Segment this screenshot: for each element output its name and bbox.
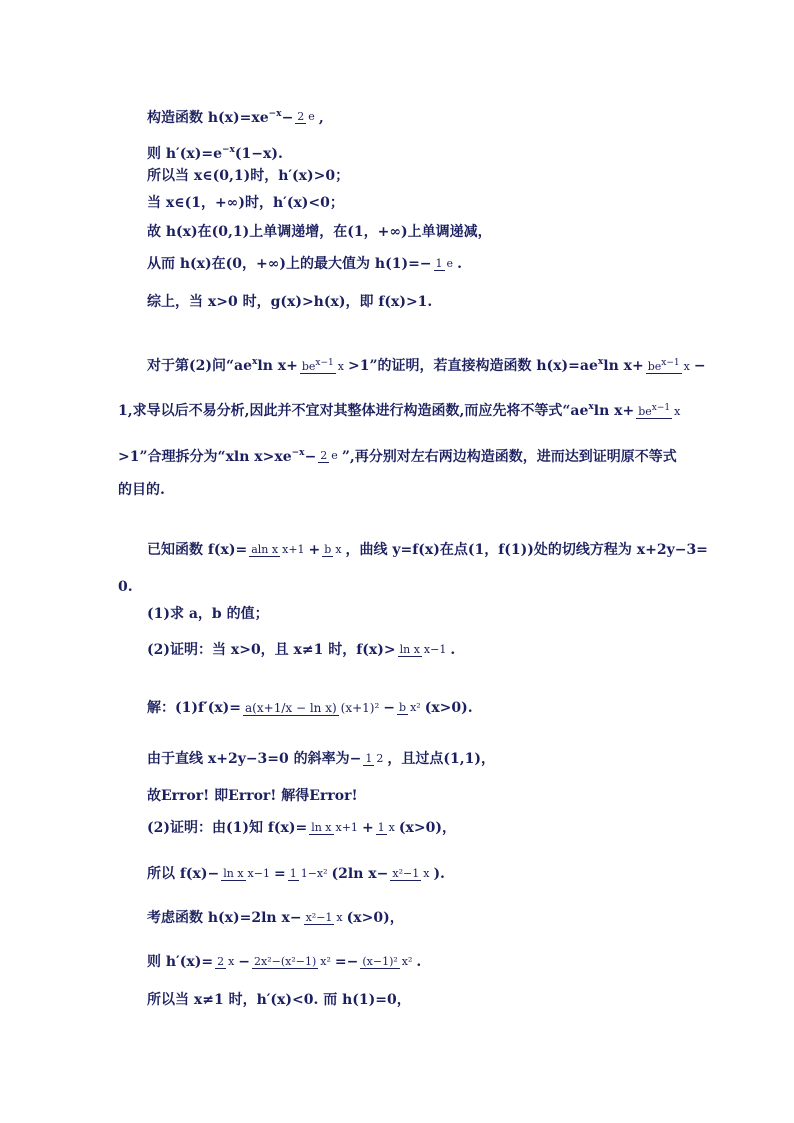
denominator: 1−x²	[300, 866, 328, 880]
text: .	[416, 954, 422, 970]
denominator: x	[337, 359, 344, 373]
superscript: −x	[291, 448, 305, 458]
derivation-line-7	[147, 292, 432, 312]
numerator: ln x	[223, 866, 244, 880]
text: >1”的证明，若直接构造函数 h(x)=ae	[347, 357, 598, 374]
text: 1,求导以后不易分析,因此并不宜对其整体进行构造函数,而应先将不等式“ae	[118, 402, 589, 419]
denominator: x	[388, 820, 395, 834]
fraction	[646, 357, 692, 374]
problem-statement-cont	[118, 577, 133, 597]
numerator: 1	[289, 866, 297, 880]
numerator: 1	[365, 751, 373, 765]
numerator: 2	[217, 954, 225, 968]
denominator: x−1	[247, 866, 270, 880]
fraction	[636, 402, 682, 419]
note-line-4	[118, 480, 165, 500]
denominator: e	[331, 449, 338, 463]
numerator	[636, 402, 672, 419]
numerator: 2	[297, 110, 305, 124]
text: be	[638, 404, 652, 418]
text: 则 h′(x)=e	[147, 145, 222, 162]
text: −	[281, 109, 294, 126]
text: 综上，当 x>0 时，g(x)>h(x)，即 f(x)>1.	[147, 294, 433, 310]
text: 由于直线 x+2y−3=0 的斜率为−	[147, 751, 362, 767]
numerator	[646, 357, 682, 374]
denominator: 2	[376, 751, 384, 765]
numerator: b	[324, 542, 332, 556]
text: 解：(1)f′(x)=	[147, 700, 242, 716]
text: ”,再分别对左右两边构造函数，进而达到证明原不等式	[341, 448, 677, 465]
solution-line-1	[147, 698, 473, 718]
numerator: (x−1)²	[362, 954, 398, 968]
numerator: ln x	[399, 642, 420, 656]
text: =−	[334, 954, 359, 970]
text: (1)求 a，b 的值；	[147, 606, 269, 622]
text: 的目的.	[118, 482, 165, 498]
problem-statement	[147, 540, 708, 560]
text: 当 x∈(1，+∞)时，h′(x)<0；	[147, 195, 344, 211]
text: 考虑函数 h(x)=2ln x−	[147, 910, 302, 926]
text: 故 h(x)在(0,1)上单调递增，在(1，+∞)上单调递减，	[147, 224, 492, 240]
text: ).	[433, 866, 445, 882]
text: +	[361, 820, 374, 836]
denominator: e	[308, 110, 315, 124]
note-line-1	[147, 352, 706, 376]
text: .	[457, 256, 462, 272]
text: (2)证明：当 x>0，且 x≠1 时，f(x)>	[147, 642, 396, 658]
denominator: x	[423, 866, 430, 880]
text: be	[301, 359, 316, 373]
derivation-line-6	[147, 254, 462, 274]
text: 对于第(2)问“ae	[147, 357, 253, 374]
fraction	[221, 868, 272, 881]
text: ，曲线 y=f(x)在点(1，f(1))处的切线方程为 x+2y−3=	[345, 542, 708, 558]
solution-line-8	[147, 990, 411, 1010]
note-line-3	[118, 443, 677, 467]
derivation-line-5	[147, 222, 492, 242]
superscript: x	[588, 402, 594, 412]
fraction	[304, 912, 345, 925]
numerator: 2x²−(x²−1)	[254, 954, 317, 968]
denominator: x+1	[282, 542, 305, 556]
solution-line-6	[147, 908, 404, 928]
text: (x>0).	[424, 700, 473, 716]
fraction	[300, 357, 346, 374]
text: (x>0)，	[346, 910, 404, 926]
text: +	[308, 542, 321, 558]
fraction	[252, 956, 333, 969]
fraction	[398, 644, 449, 657]
denominator: e	[446, 256, 454, 270]
denominator: x²	[401, 954, 413, 968]
text: 则 h′(x)=	[147, 954, 214, 970]
text: −	[304, 448, 317, 465]
fraction	[309, 822, 360, 835]
superscript: x−1	[315, 358, 334, 369]
text: 所以 f(x)−	[147, 866, 220, 882]
numerator: 1	[377, 820, 385, 834]
solution-line-4	[147, 818, 456, 838]
fraction	[288, 868, 330, 881]
numerator: b	[399, 700, 407, 714]
denominator: (x+1)²	[340, 700, 380, 715]
fraction	[318, 450, 340, 463]
subquestion-1	[147, 604, 269, 624]
fraction	[322, 544, 343, 557]
derivation-line-1	[147, 104, 324, 128]
text: −	[383, 700, 396, 716]
note-line-2	[118, 397, 684, 421]
fraction	[243, 701, 381, 716]
numerator: x²−1	[305, 910, 333, 924]
text: ln x+	[593, 402, 635, 419]
derivation-line-3	[147, 166, 349, 186]
text: (x>0)，	[398, 820, 456, 836]
text: >1”合理拆分为“xln x>xe	[118, 448, 292, 465]
text: 构造函数 h(x)=xe	[147, 109, 269, 126]
subquestion-2	[147, 640, 455, 660]
text: (2ln x−	[331, 866, 389, 882]
text: (2)证明：由(1)知 f(x)=	[147, 820, 308, 836]
text: ,	[318, 109, 324, 126]
derivation-line-2	[147, 140, 283, 164]
text: (1−x).	[234, 145, 283, 162]
text: −	[693, 357, 706, 374]
fraction	[376, 822, 397, 835]
superscript: x	[252, 357, 258, 367]
text: 0.	[118, 579, 133, 595]
superscript: x−1	[661, 358, 680, 369]
text: ，且过点(1,1)，	[387, 751, 495, 767]
text: =	[273, 866, 286, 882]
denominator: x²	[410, 700, 421, 714]
text: 从而 h(x)在(0，+∞)上的最大值为 h(1)=−	[147, 256, 432, 272]
denominator: x+1	[335, 820, 358, 834]
superscript: x	[597, 357, 604, 367]
numerator: x²−1	[392, 866, 420, 880]
denominator: x	[683, 359, 690, 373]
text: 所以当 x∈(0,1)时，h′(x)>0；	[147, 168, 350, 184]
numerator: 2	[320, 449, 328, 463]
fraction	[390, 868, 431, 881]
text: ln x+	[257, 357, 298, 374]
numerator	[300, 357, 336, 374]
text: −	[238, 954, 251, 970]
text: 已知函数 f(x)=	[147, 542, 248, 558]
denominator: x	[336, 910, 343, 924]
numerator: 1	[435, 256, 443, 270]
numerator: aln x	[251, 542, 279, 556]
fraction	[295, 111, 317, 124]
solution-line-2	[147, 749, 495, 769]
text: ln x+	[603, 357, 644, 374]
denominator: x²	[320, 954, 331, 968]
fraction	[434, 258, 456, 271]
fraction	[360, 956, 414, 969]
numerator: ln x	[311, 820, 332, 834]
fraction	[363, 753, 385, 766]
fraction	[215, 956, 236, 969]
superscript: x−1	[651, 403, 671, 414]
denominator: x	[674, 404, 681, 418]
solution-line-7	[147, 952, 421, 972]
text: be	[647, 359, 662, 373]
solution-line-5	[147, 864, 445, 884]
solution-line-3	[147, 786, 358, 806]
fraction	[249, 544, 306, 557]
text: .	[450, 642, 456, 658]
text: 所以当 x≠1 时，h′(x)<0. 而 h(1)=0，	[147, 992, 411, 1008]
denominator: x	[228, 954, 235, 968]
text: 故Error! 即Error! 解得Error!	[147, 788, 358, 804]
numerator: a(x+1/x − ln x)	[245, 700, 337, 715]
fraction	[397, 702, 423, 715]
superscript: −x	[268, 109, 282, 119]
denominator: x	[335, 542, 342, 556]
superscript: −x	[221, 145, 235, 155]
derivation-line-4	[147, 193, 344, 213]
denominator: x−1	[423, 642, 447, 656]
